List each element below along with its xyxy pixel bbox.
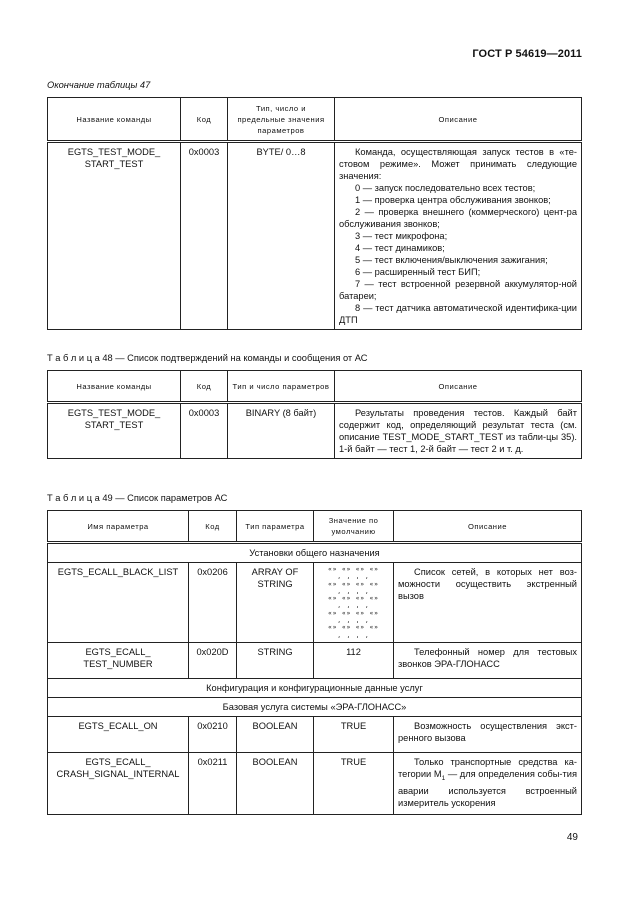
default-line: , , , ,: [337, 631, 370, 639]
standard-header: ГОСТ Р 54619—2011: [472, 48, 582, 60]
default-line: «» «» «» «»: [328, 595, 379, 603]
t49-row-code: 0x020D: [189, 642, 237, 678]
t48-row-type: BINARY (8 байт): [228, 403, 335, 459]
t49-row-code: 0x0211: [189, 752, 237, 814]
default-line: , , , ,: [337, 617, 370, 625]
t48-row-name: EGTS_TEST_MODE_ START_TEST: [48, 403, 181, 459]
table49-caption-text: — Список параметров АС: [112, 493, 228, 503]
default-line: , , , ,: [337, 602, 370, 610]
t49-row-type: STRING: [237, 642, 314, 678]
t48-head-code: Код: [181, 371, 228, 403]
t47-head-desc: Описание: [335, 98, 582, 142]
t49-head-name: Имя параметра: [48, 511, 189, 543]
t49-head-default: Значение по умолчанию: [314, 511, 394, 543]
t47-desc-line: 3 — тест микрофона;: [355, 231, 448, 241]
t47-desc-line: 2 — проверка внешнего (коммерческого) цент-ра обслуживания звонков;: [339, 207, 577, 229]
t49-row-name: EGTS_ECALL_BLACK_LIST: [48, 563, 189, 643]
default-line: «» «» «» «»: [328, 624, 379, 632]
t49-row-code: 0x0206: [189, 563, 237, 643]
table48-caption-label: Т а б л и ц а 48: [47, 353, 113, 363]
t47-row-name: EGTS_TEST_MODE_ START_TEST: [48, 142, 181, 330]
t49-row-code: 0x0210: [189, 716, 237, 752]
t49-head-desc: Описание: [394, 511, 582, 543]
page-number: 49: [566, 832, 578, 843]
t49-row-desc: Список сетей, в которых нет воз-можности осуществить экстренный вызов: [394, 563, 582, 643]
t47-desc-line: 6 — расширенный тест БИП;: [355, 267, 481, 277]
desc-part: Только транспортные средства ка-тегории M: [398, 756, 577, 779]
t47-head-type: Тип, число и предельные значения параметров: [228, 98, 335, 142]
table-48: [47, 370, 582, 459]
t49-row-default-list: [314, 563, 394, 643]
t49-row-name: EGTS_ECALL_ TEST_NUMBER: [48, 642, 189, 678]
t47-head-name: Название команды: [48, 98, 181, 142]
default-line: «» «» «» «»: [328, 609, 379, 617]
default-line: «» «» «» «»: [328, 566, 379, 573]
t49-row-type: BOOLEAN: [237, 752, 314, 814]
t49-row-type: ARRAY OF STRING: [237, 563, 314, 643]
t47-desc-line: 5 — тест включения/выключения зажигания;: [355, 255, 548, 265]
t47-row-desc: [335, 142, 582, 330]
t49-row-type: BOOLEAN: [237, 716, 314, 752]
table48-caption: [47, 353, 367, 363]
t47-row-type: BYTE/ 0…8: [228, 142, 335, 330]
default-line: , , , ,: [337, 587, 370, 595]
desc-subscript: 1: [441, 774, 446, 782]
default-line: «» «» «» «»: [328, 580, 379, 588]
t49-section-config: Конфигурация и конфигурационные данные услуг: [48, 678, 582, 697]
t49-row-default: 112: [314, 642, 394, 678]
table-47: [47, 97, 582, 330]
t49-head-code: Код: [189, 511, 237, 543]
t47-desc-line: 8 — тест датчика автоматической идентифика-ции ДТП: [339, 303, 577, 325]
t49-section-base-service: Базовая услуга системы «ЭРА-ГЛОНАСС»: [48, 697, 582, 716]
table48-caption-text: — Список подтверждений на команды и сообщения от АС: [112, 353, 368, 363]
desc-part: — для определения собы-тия аварии используется встроенный измеритель ускорения: [398, 768, 577, 808]
t49-row-desc: Телефонный номер для тестовых звонков ЭРА-ГЛОНАСС: [394, 642, 582, 678]
table47-caption: Окончание таблицы 47: [47, 80, 151, 90]
t48-row-code: 0x0003: [181, 403, 228, 459]
t49-section-general: Установки общего назначения: [48, 543, 582, 563]
t47-desc-line: 1 — проверка центра обслуживания звонков;: [355, 195, 551, 205]
table-49: [47, 510, 582, 815]
table49-caption: [47, 493, 227, 503]
t47-desc-line: 7 — тест встроенной резервной аккумулятор-ной батареи;: [339, 279, 577, 301]
t49-row-name: EGTS_ECALL_ON: [48, 716, 189, 752]
default-line: , , , ,: [337, 573, 370, 581]
t49-row-desc: Возможность осуществления экст-ренного вызова: [394, 716, 582, 752]
t48-row-desc: Результаты проведения тестов. Каждый байт содержит код, определяющий результат теста (см. описание TEST_MODE_START_TEST из табли-цы 35). 1-й байт — тест 1, 2-й байт — тест 2 и т. д.: [335, 403, 582, 459]
t47-head-code: Код: [181, 98, 228, 142]
t49-row-name: EGTS_ECALL_ CRASH_SIGNAL_INTERNAL: [48, 752, 189, 814]
t47-row-code: 0x0003: [181, 142, 228, 330]
t49-row-desc: [394, 752, 582, 814]
t49-row-default: TRUE: [314, 716, 394, 752]
t47-desc-line: 0 — запуск последовательно всех тестов;: [355, 183, 536, 193]
t49-head-type: Тип параметра: [237, 511, 314, 543]
t48-head-desc: Описание: [335, 371, 582, 403]
t49-row-default: TRUE: [314, 752, 394, 814]
table49-caption-label: Т а б л и ц а 49: [47, 493, 113, 503]
t48-head-type: Тип и число параметров: [228, 371, 335, 403]
t48-head-name: Название команды: [48, 371, 181, 403]
t47-desc-line: Команда, осуществляющая запуск тестов в «те-стовом режиме». Может принимать следующие значения:: [339, 147, 577, 181]
t47-desc-line: 4 — тест динамиков;: [355, 243, 445, 253]
